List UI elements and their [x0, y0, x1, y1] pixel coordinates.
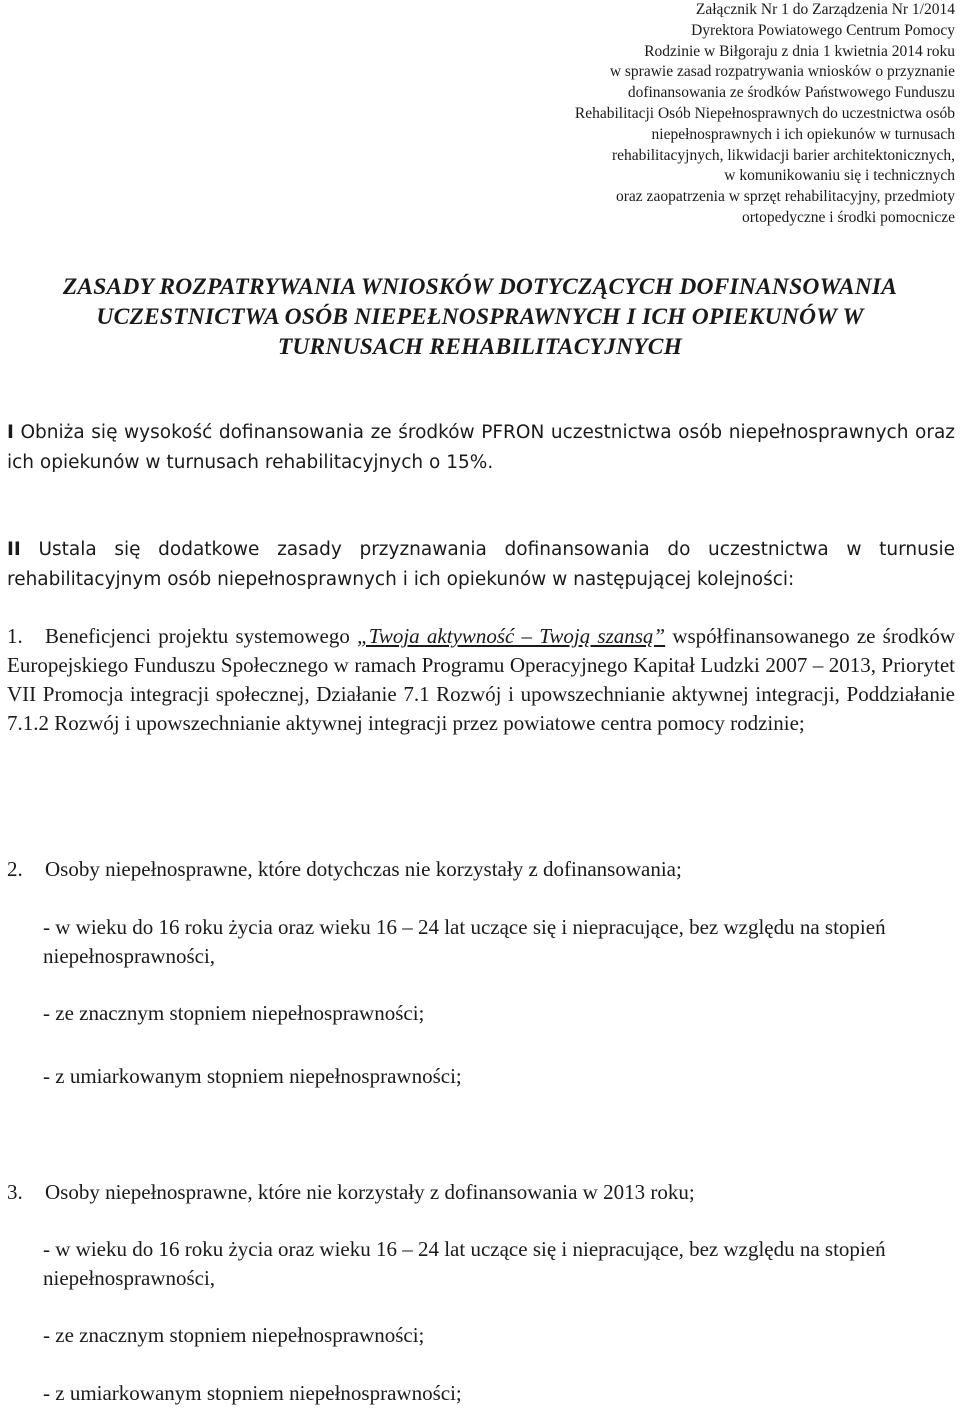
list-item-2	[7, 855, 955, 884]
list-item-number: 1.	[7, 624, 23, 648]
header-line: ortopedyczne i środki pomocnicze	[741, 208, 955, 226]
list-item-number: 3.	[7, 1180, 23, 1204]
item-1-text-after: współfinansowanego ze środków Europejskiego Funduszu Społecznego w ramach Programu Operacyjnego Kapitał Ludzki 2007 – 2013, Priorytet VII Promocja integracji społecznej, Działanie 7.1 Rozwój i upowszechnianie aktywnej integracji, Poddziałanie 7.1.2 Rozwój i upowszechnianie aktywnej integracji przez powiatowe centra pomocy rodzinie;	[7, 624, 956, 735]
header-line: Rehabilitacji Osób Niepełnosprawnych do uczestnictwa osób	[574, 104, 955, 122]
list-item-number: 2.	[7, 857, 23, 881]
header-line: oraz zaopatrzenia w sprzęt rehabilitacyjny, przedmioty	[616, 188, 955, 206]
title-line-2: UCZESTNICTWA OSÓB NIEPEŁNOSPRAWNYCH I ICH OPIEKUNÓW W	[96, 304, 864, 330]
list-item-3	[7, 1178, 955, 1207]
item-2-sub-3: - z umiarkowanym stopniem niepełnosprawności;	[43, 1064, 462, 1088]
section-2-text: Ustala się dodatkowe zasady przyznawania dofinansowania do uczestnictwa w turnusie rehabilitacyjnym osób niepełnosprawnych i ich opiekunów w następującej kolejności:	[7, 539, 955, 590]
item-2-sub-1: - w wieku do 16 roku życia oraz wieku 16 – 24 lat uczące się i niepracujące, bez względu na stopień niepełnosprawności,	[43, 915, 886, 968]
item-3-sub-1: - w wieku do 16 roku życia oraz wieku 16 – 24 lat uczące się i niepracujące, bez względu na stopień niepełnosprawności,	[43, 1237, 886, 1290]
list-item-1	[7, 622, 955, 738]
item-3-sub-3: - z umiarkowanym stopniem niepełnosprawności;	[43, 1381, 462, 1405]
header-line: dofinansowania ze środków Państwowego Funduszu	[627, 84, 955, 102]
item-2-sub-2: - ze znacznym stopniem niepełnosprawności;	[43, 1001, 425, 1025]
item-3-text: Osoby niepełnosprawne, które nie korzystały z dofinansowania w 2013 roku;	[45, 1180, 695, 1204]
section-1	[7, 418, 955, 478]
title-line-3: TURNUSACH REHABILITACYJNYCH	[277, 334, 683, 360]
attachment-header	[495, 0, 955, 229]
section-2-numeral: II	[7, 539, 21, 560]
item-2-text: Osoby niepełnosprawne, które dotychczas nie korzystały z dofinansowania;	[45, 857, 682, 881]
header-line: w komunikowaniu się i technicznych	[724, 167, 955, 185]
document-title	[0, 272, 960, 362]
header-line: niepełnosprawnych i ich opiekunów w turnusach	[651, 125, 955, 143]
section-1-numeral: I	[7, 422, 14, 443]
project-name: „Twoja aktywność – Twoją szansą”	[357, 624, 666, 648]
section-1-text: Obniża się wysokość dofinansowania ze środków PFRON uczestnictwa osób niepełnosprawnych oraz ich opiekunów w turnusach rehabilitacyjnych o 15%.	[7, 422, 955, 473]
header-line: Rodzinie w Biłgoraju z dnia 1 kwietnia 2014 roku	[644, 42, 955, 60]
item-1-text-before: Beneficjenci projektu systemowego	[45, 624, 358, 648]
header-line: rehabilitacyjnych, likwidacji barier architektonicznych,	[611, 146, 955, 164]
header-line: Dyrektora Powiatowego Centrum Pomocy	[691, 21, 955, 39]
item-3-sub-2: - ze znacznym stopniem niepełnosprawności;	[43, 1323, 425, 1347]
section-2	[7, 535, 955, 595]
header-line: w sprawie zasad rozpatrywania wniosków o przyznanie	[609, 63, 955, 81]
title-line-1: ZASADY ROZPATRYWANIA WNIOSKÓW DOTYCZĄCYCH DOFINANSOWANIA	[62, 274, 898, 300]
header-line: Załącznik Nr 1 do Zarządzenia Nr 1/2014	[695, 1, 955, 18]
